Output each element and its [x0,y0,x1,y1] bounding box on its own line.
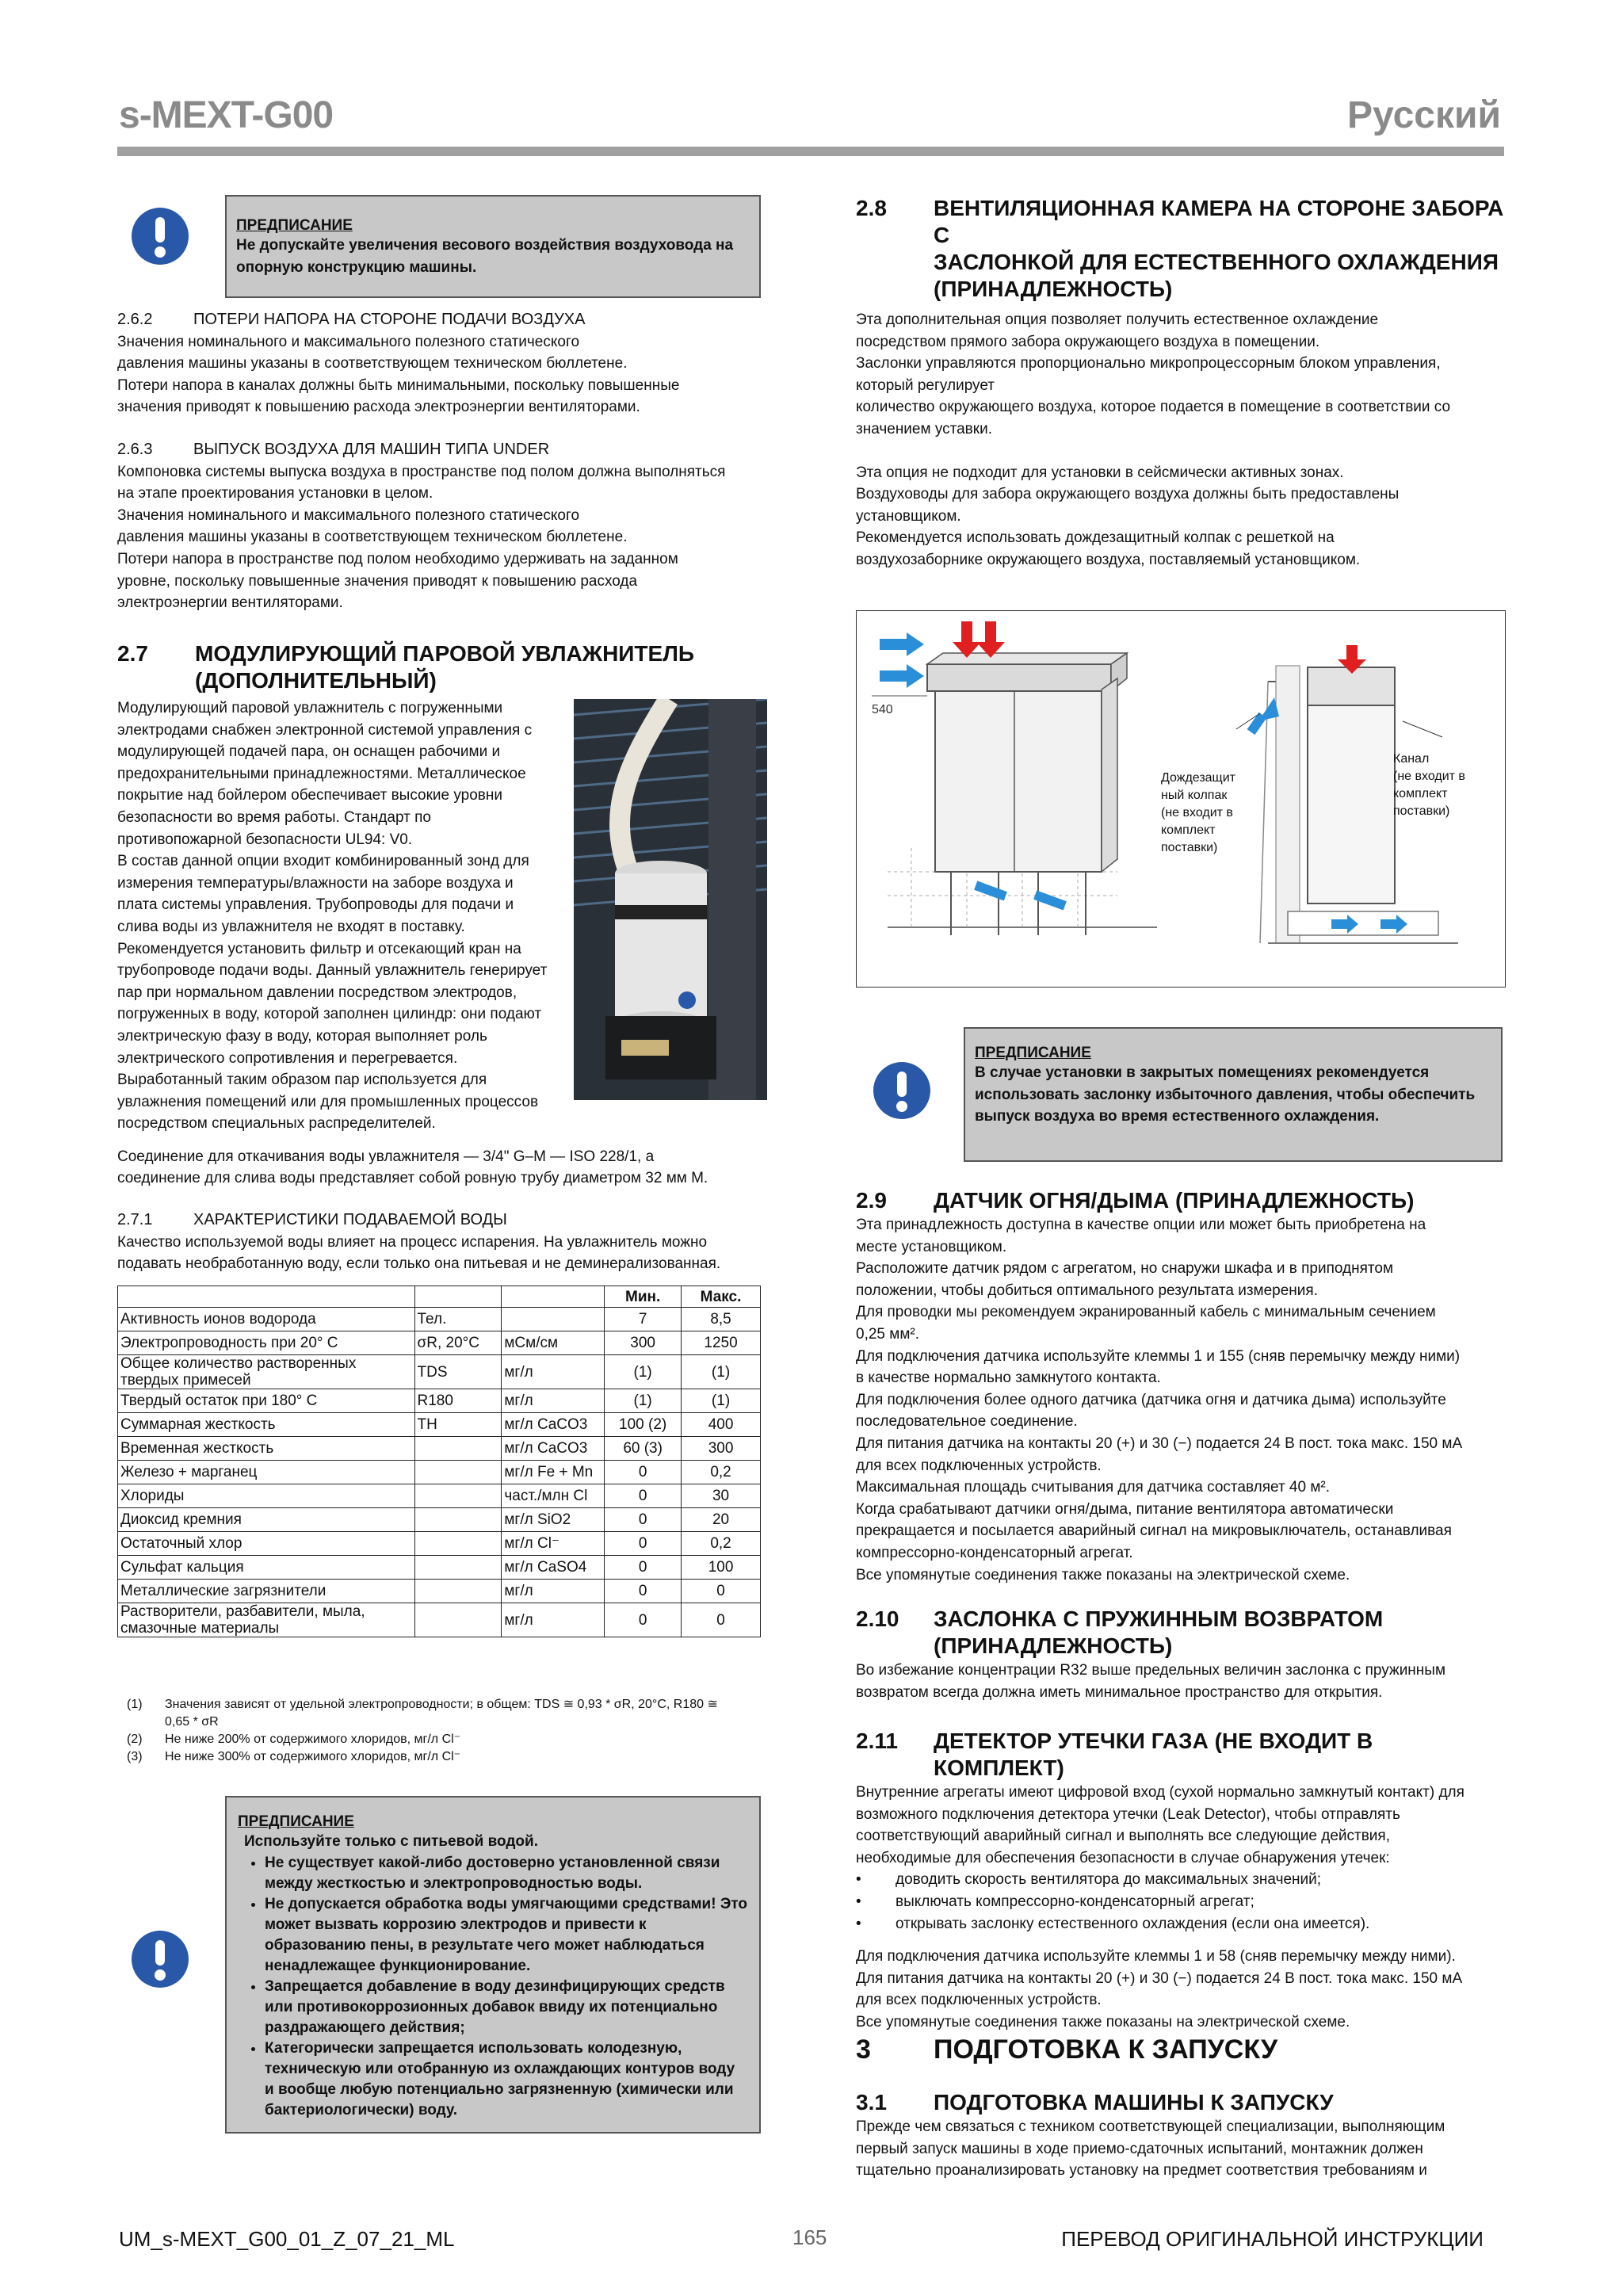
note-text: В случае установки в закрытых помещениях рекомендуется использовать заслонку избыточного давления, чтобы обеспечить выпуск воздуха во время естественного охлаждения. [975,1064,1476,1125]
list-item: • Категорически запрещается использовать колодезную, техническую или отобранную из охлаждающих контуров воду и вообще любую потенциально загрязненную (химически или бактериологически) воду. [265,2038,748,2121]
table-footnotes [127,1696,745,1766]
hood-label-line: Дождезащит [1161,771,1235,785]
chapter-title: ПОДГОТОВКА К ЗАПУСКУ [934,2034,1278,2065]
note-title: ПРЕДПИСАНИЕ [238,1813,354,1830]
page-number: 165 [792,2225,827,2249]
list-item: • Запрещается добавление в воду дезинфицирующих средств или противокоррозионных добавок ввиду их потенциально раздражающего действия; [265,1977,748,2038]
col-max: Макс. [682,1286,761,1308]
col-min: Мин. [605,1286,682,1308]
section-2-10: 2.10 ЗАСЛОНКА С ПРУЖИННЫМ ВОЗВРАТОМ (ПРИНАДЛЕЖНОСТЬ) Во избежание концентрации R32 выше предельных величин заслонка с пружинным возвратом всегда должна иметь минимальное пространство для открытия. [856,1606,1446,1701]
duct-label-line: поставки) [1393,804,1450,818]
list-item: • доводить скорость вентилятора до максимальных значений; [856,1869,1506,1891]
section-3: 3 ПОДГОТОВКА К ЗАПУСКУ [856,2034,1278,2065]
table-row: Временная жесткость мг/л CaCO3 60 (3) 300 [118,1437,761,1461]
table-row: Электропроводность при 20° C σR, 20°C мСм/см 300 1250 [118,1331,761,1355]
header-rule [117,147,1504,156]
section-title: ПОДГОТОВКА МАШИНЫ К ЗАПУСКУ [934,2090,1334,2115]
table-row: Активность ионов водорода Тел. 7 8,5 [118,1308,761,1331]
section-title: ВЕНТИЛЯЦИОННАЯ КАМЕРА НА СТОРОНЕ ЗАБОРА С [934,196,1504,247]
table-row: Общее количество растворенных твердых примесей TDS мг/л (1) (1) [118,1355,761,1389]
list-item: • выключать компрессорно-конденсаторный агрегат; [856,1891,1506,1913]
table-row: Твердый остаток при 180° C R180 мг/л (1) (1) [118,1389,761,1413]
water-quality-table [117,1286,761,1637]
dimension-label: 540 [872,703,893,716]
table-header-row [118,1286,761,1308]
subsection-title: ПОТЕРИ НАПОРА НА СТОРОНЕ ПОДАЧИ ВОЗДУХА [193,311,586,328]
footnote: (3) Не ниже 300% от содержимого хлоридов, мг/л Cl⁻ [127,1750,461,1763]
section-2-9: 2.9 ДАТЧИК ОГНЯ/ДЫМА (ПРИНАДЛЕЖНОСТЬ) Эта принадлежность доступна в качестве опции или может быть приобретена на месте установщиком. Расположите датчик рядом с агрегатом, но снаружи шкафа и в приподнятом положении, чтобы добиться оптимального результата измерения. Для проводки мы рекомендуем экранированный кабель с минимальным сечением 0,25 мм². Для подключения датчика используйте клеммы 1 и 155 (сняв перемычку между ними) в качестве нормально замкнутого контакта. Для подключения более одного датчика (датчика огня и датчика дыма) используйте последовательное соединение. Для питания датчика на контакты 20 (+) и 30 (−) подается 24 В пост. тока макс. 150 мА для всех подключенных устройств. Максимальная площадь считывания для датчика составляет 40 м². Когда срабатывают датчики огня/дыма, питание вентилятора автоматически прекращается и посылается аварийный сигнал на микровыключатель, останавливая компрессорно-конденсаторный агрегат. Все упомянутые соединения также показаны на электрической схеме. [856,1188,1463,1584]
section-3-1: 3.1 ПОДГОТОВКА МАШИНЫ К ЗАПУСКУ Прежде чем связаться с техником соответствующей специализации, выполняющим первый запуск машины в ходе приемо-сдаточных испытаний, монтажник должен тщательно проанализировать установку на предмет соответствия требованиям и [856,2090,1445,2179]
section-2-6-3: 2.6.3 ВЫПУСК ВОЗДУХА ДЛЯ МАШИН ТИПА UNDER Компоновка системы выпуска воздуха в пространстве под полом должна выполняться на этапе проектирования установки в целом. Значения номинального и максимального полезного статического давления машины указаны в соответствующем техническом бюллетене. Потери напора в пространстве под полом необходимо удерживать на заданном уровне, поскольку повышенные значения приводят к повышению расхода электроэнергии вентиляторами. [117,441,726,612]
section-title: ЗАСЛОНКА С ПРУЖИННЫМ ВОЗВРАТОМ [934,1606,1384,1631]
info-icon [870,1059,934,1122]
note-list [238,1853,748,2121]
note-text: Не допускайте увеличения весового воздействия воздуховода на опорную конструкцию машины. [236,237,734,276]
section-title: МОДУЛИРУЮЩИЙ ПАРОВОЙ УВЛАЖНИТЕЛЬ [195,641,694,666]
hood-label-line: (не входит в [1161,806,1233,819]
section-2-8: 2.8 ВЕНТИЛЯЦИОННАЯ КАМЕРА НА СТОРОНЕ ЗАБОРА С ЗАСЛОНКОЙ ДЛЯ ЕСТЕСТВЕННОГО ОХЛАЖДЕНИЯ (ПРИНАДЛЕЖНОСТЬ) Эта дополнительная опция позволяет получить естественное охлаждение посредством прямого забора окружающего воздуха в помещении. Заслонки управляются пропорционально микропроцессорным блоком управления, который регулирует количество окружающего воздуха, которое подается в помещение в соответствии со значением уставки. Эта опция не подходит для установки в сейсмически активных зонах. Воздуховоды для забора окружающего воздуха должны быть предоставлены установщиком. Рекомендуется использовать дождезащитный колпак с решеткой на воздухозаборнике окружающего воздуха, поставляемый установщиком. [856,196,1504,568]
note-overpressure [964,1027,1503,1162]
subsection-title: ХАРАКТЕРИСТИКИ ПОДАВАЕМОЙ ВОДЫ [193,1211,507,1228]
list-item: • открывать заслонку естественного охлаждения (если она имеется). [856,1913,1506,1935]
hood-label-line: комплект [1161,823,1216,837]
duct-label-line: Канал [1393,752,1430,766]
doc-code: s-MEXT-G00 [119,94,334,136]
section-2-6-2: 2.6.2 ПОТЕРИ НАПОРА НА СТОРОНЕ ПОДАЧИ ВОЗДУХА Значения номинального и максимального полезного статического давления машины указаны в соответствующем техническом бюллетене. Потери напора в каналах должны быть минимальными, поскольку повышенные значения приводят к повышению расхода электроэнергии вентиляторами. [117,311,680,416]
duct-label-line: (не входит в [1393,770,1465,783]
table-row: Суммарная жесткость TH мг/л CaCO3 100 (2) 400 [118,1413,761,1437]
table-row: Хлориды част./млн Cl 0 30 [118,1484,761,1508]
note-title: ПРЕДПИСАНИЕ [975,1045,1091,1061]
section-2-7: 2.7 МОДУЛИРУЮЩИЙ ПАРОВОЙ УВЛАЖНИТЕЛЬ (ДОПОЛНИТЕЛЬНЫЙ) Модулирующий паровой увлажнитель с погруженными электродами снабжен электронной системой управления с модулирующей подачей пара, он оснащен рабочими и предохранительными принадлежностями. Металлическое покрытие над бойлером обеспечивает высокие уровни безопасности во время работы. Стандарт по противопожарной безопасности UL94: V0. В состав данной опции входит комбинированный зонд для измерения температуры/влажности на заборе воздуха и плата системы управления. Трубопроводы для подачи и слива воды из увлажнителя не входят в поставку. Рекомендуется установить фильтр и отсекающий кран на трубопроводе подачи воды. Данный увлажнитель генерирует пар при нормальном давлении посредством электродов, погруженных в воду, которой заполнен цилиндр: они подают электрическую фазу в воду, которая выполняет роль электрического сопротивления и перегревается. Выработанный таким образом пар используется для увлажнения помещений или для промышленных процессов посредством специальных распределителей. Соединение для откачивания воды увлажнителя — 3/4" G–M — ISO 228/1, а соединение для слива воды представляет собой ровную трубу диаметром 32 мм M. [117,641,708,1187]
hood-label-line: ный колпак [1161,789,1228,802]
table-row: Диоксид кремния мг/л SiO2 0 20 [118,1508,761,1532]
humidifier-photo [574,699,767,1100]
list-item: • Не допускается обработка воды умягчающими средствами! Это может вызвать коррозию электродов и привести к образованию пены, в результате чего может наблюдаться ненадлежащее функционирование. [265,1894,748,1977]
note-weight [225,195,761,298]
footnote: (2) Не ниже 200% от содержимого хлоридов, мг/л Cl⁻ [127,1733,461,1746]
footnote: (1) Значения зависят от удельной электропроводности; в общем: TDS ≅ 0,93 * σR, 20°C, R180 ≅ 0,65 * σR [127,1698,718,1729]
table-row: Железо + марганец мг/л Fe + Mn 0 0,2 [118,1461,761,1484]
hood-label-line: поставки) [1161,841,1218,854]
info-icon [128,204,192,268]
freecooling-diagram [856,610,1506,988]
list-item: • Не существует какой-либо достоверно установленной связи между жесткостью и электропроводностью воды. [265,1853,748,1894]
info-icon [128,1927,192,1991]
table-row: Растворители, разбавители, мыла, смазочные материалы мг/л 0 0 [118,1603,761,1637]
subsection-title: ВЫПУСК ВОЗДУХА ДЛЯ МАШИН ТИПА UNDER [193,441,550,458]
note-lead: Используйте только с питьевой водой. [244,1833,538,1850]
table-row: Остаточный хлор мг/л Cl⁻ 0 0,2 [118,1532,761,1556]
section-title: ДЕТЕКТОР УТЕЧКИ ГАЗА (НЕ ВХОДИТ В КОМПЛЕКТ) [934,1729,1373,1780]
table-row: Металлические загрязнители мг/л 0 0 [118,1580,761,1603]
section-2-7-1: 2.7.1 ХАРАКТЕРИСТИКИ ПОДАВАЕМОЙ ВОДЫ Качество используемой воды влияет на процесс испарения. На увлажнитель можно подавать необработанную воду, если только она питьевая и не деминерализованная. [117,1211,721,1273]
section-title: ДАТЧИК ОГНЯ/ДЫМА (ПРИНАДЛЕЖНОСТЬ) [934,1188,1415,1213]
language-label: Русский [1347,94,1501,136]
duct-label-line: комплект [1393,787,1448,800]
leak-actions-list [856,1869,1506,1935]
footer-translation: ПЕРЕВОД ОРИГИНАЛЬНОЙ ИНСТРУКЦИИ [1061,2227,1484,2251]
note-water [225,1796,761,2134]
footer-doc-id: UM_s-MEXT_G00_01_Z_07_21_ML [119,2227,455,2251]
section-2-11: 2.11 ДЕТЕКТОР УТЕЧКИ ГАЗА (НЕ ВХОДИТ В КОМПЛЕКТ) Внутренние агрегаты имеют цифровой вход (сухой нормально замкнутый контакт) для возможного подключения детектора утечки (Leak Detector), чтобы отправлять соответствующий аварийный сигнал и выполнять все следующие действия, необходимые для обеспечения безопасности в случае обнаружения утечек: • доводить скорость вентилятора до максимальных значений; • выключать компрессорно-конденсаторный агрегат; • открывать заслонку естественного охлаждения (если она имеется). Для подключения датчика используйте клеммы 1 и 58 (сняв перемычку между ними). Для питания датчика на контакты 20 (+) и 30 (−) подается 24 В пост. тока макс. 150 мА для всех подключенных устройств. Все упомянутые соединения также показаны на электрической схеме. [856,1728,1506,2034]
note-title: ПРЕДПИСАНИЕ [236,217,353,234]
table-row: Сульфат кальция мг/л CaSO4 0 100 [118,1556,761,1580]
